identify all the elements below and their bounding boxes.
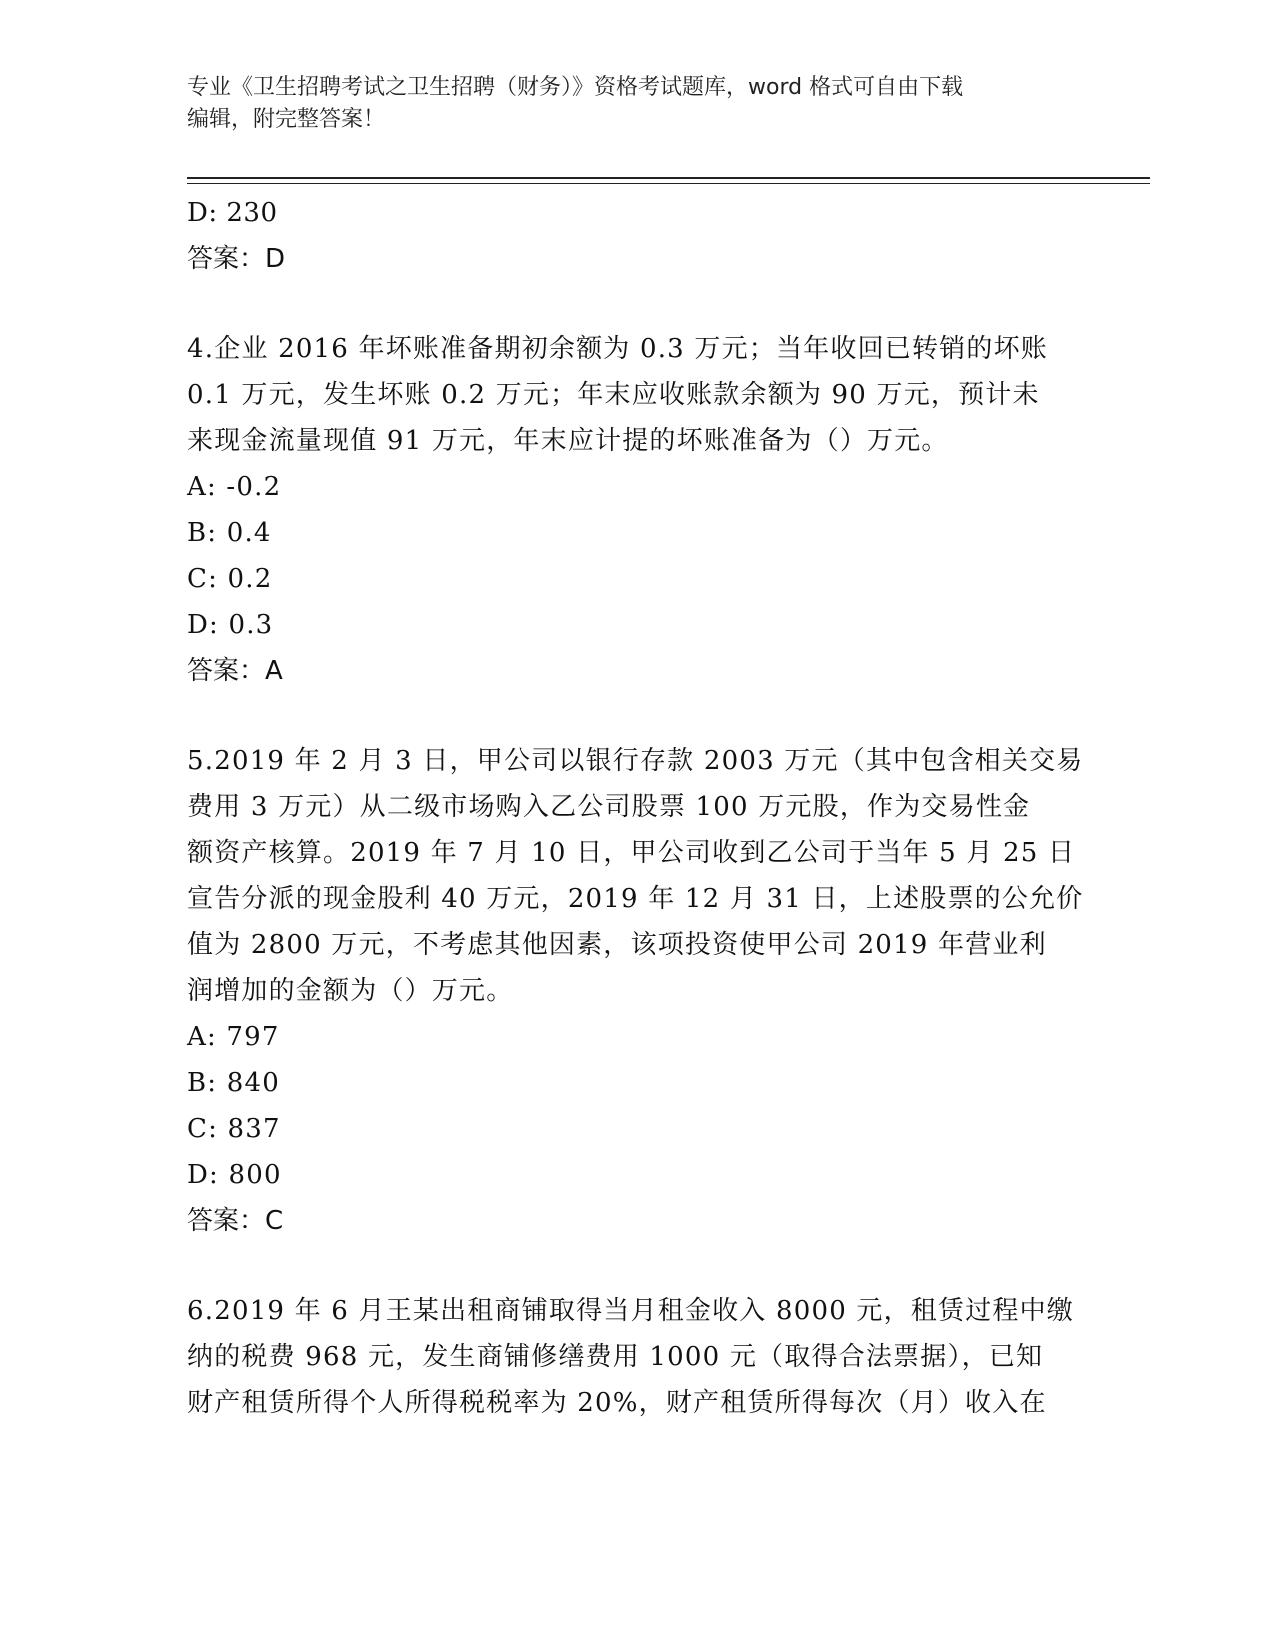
q5-option-a: A: 797 <box>187 1022 280 1052</box>
q4-option-c: C: 0.2 <box>187 564 273 594</box>
q3-option-d: D: 230 <box>187 198 278 228</box>
q4-option-d: D: 0.3 <box>187 610 274 640</box>
question-5 <box>187 738 1087 1244</box>
q5-stem-line: 值为 2800 万元，不考虑其他因素，该项投资使甲公司 2019 年营业利 <box>187 930 1047 960</box>
q5-option-c: C: 837 <box>187 1114 281 1144</box>
q5-stem-line: 费用 3 万元）从二级市场购入乙公司股票 100 万元股，作为交易性金 <box>187 792 1031 822</box>
question-3-tail <box>187 190 1087 282</box>
q3-answer: 答案：D <box>187 244 286 274</box>
header-rule-thick <box>187 177 1150 179</box>
q4-option-a: A: -0.2 <box>187 472 282 502</box>
q4-stem-line: 0.1 万元，发生坏账 0.2 万元；年末应收账款余额为 90 万元，预计未 <box>187 380 1040 410</box>
q4-option-b: B: 0.4 <box>187 518 272 548</box>
q5-answer: 答案：C <box>187 1206 284 1236</box>
q6-stem-line: 6.2019 年 6 月王某出租商铺取得当月租金收入 8000 元，租赁过程中缴 <box>187 1296 1075 1326</box>
document-content <box>187 190 1087 1426</box>
question-4 <box>187 326 1087 694</box>
page-header <box>187 72 1067 136</box>
q5-option-b: B: 840 <box>187 1068 280 1098</box>
header-line-1: 专业《卫生招聘考试之卫生招聘（财务）》资格考试题库，word 格式可自由下载 <box>187 75 964 100</box>
question-6 <box>187 1288 1087 1426</box>
q6-stem-line: 纳的税费 968 元，发生商铺修缮费用 1000 元（取得合法票据），已知 <box>187 1342 1044 1372</box>
q5-stem-line: 宣告分派的现金股利 40 万元，2019 年 12 月 31 日，上述股票的公允价 <box>187 884 1084 914</box>
header-rule-thin <box>187 183 1150 184</box>
header-line-2: 编辑，附完整答案！ <box>187 107 386 132</box>
q4-answer: 答案：A <box>187 656 283 686</box>
q5-stem-line: 5.2019 年 2 月 3 日，甲公司以银行存款 2003 万元（其中包含相关交易 <box>187 746 1084 776</box>
q5-stem-line: 润增加的金额为（）万元。 <box>187 976 514 1006</box>
q4-stem-line: 4.企业 2016 年坏账准备期初余额为 0.3 万元；当年收回已转销的坏账 <box>187 334 1048 364</box>
q5-option-d: D: 800 <box>187 1160 282 1190</box>
q6-stem-line: 财产租赁所得个人所得税税率为 20%，财产租赁所得每次（月）收入在 <box>187 1388 1047 1418</box>
q5-stem-line: 额资产核算。2019 年 7 月 10 日，甲公司收到乙公司于当年 5 月 25 日 <box>187 838 1076 868</box>
q4-stem-line: 来现金流量现值 91 万元，年末应计提的坏账准备为（）万元。 <box>187 426 949 456</box>
